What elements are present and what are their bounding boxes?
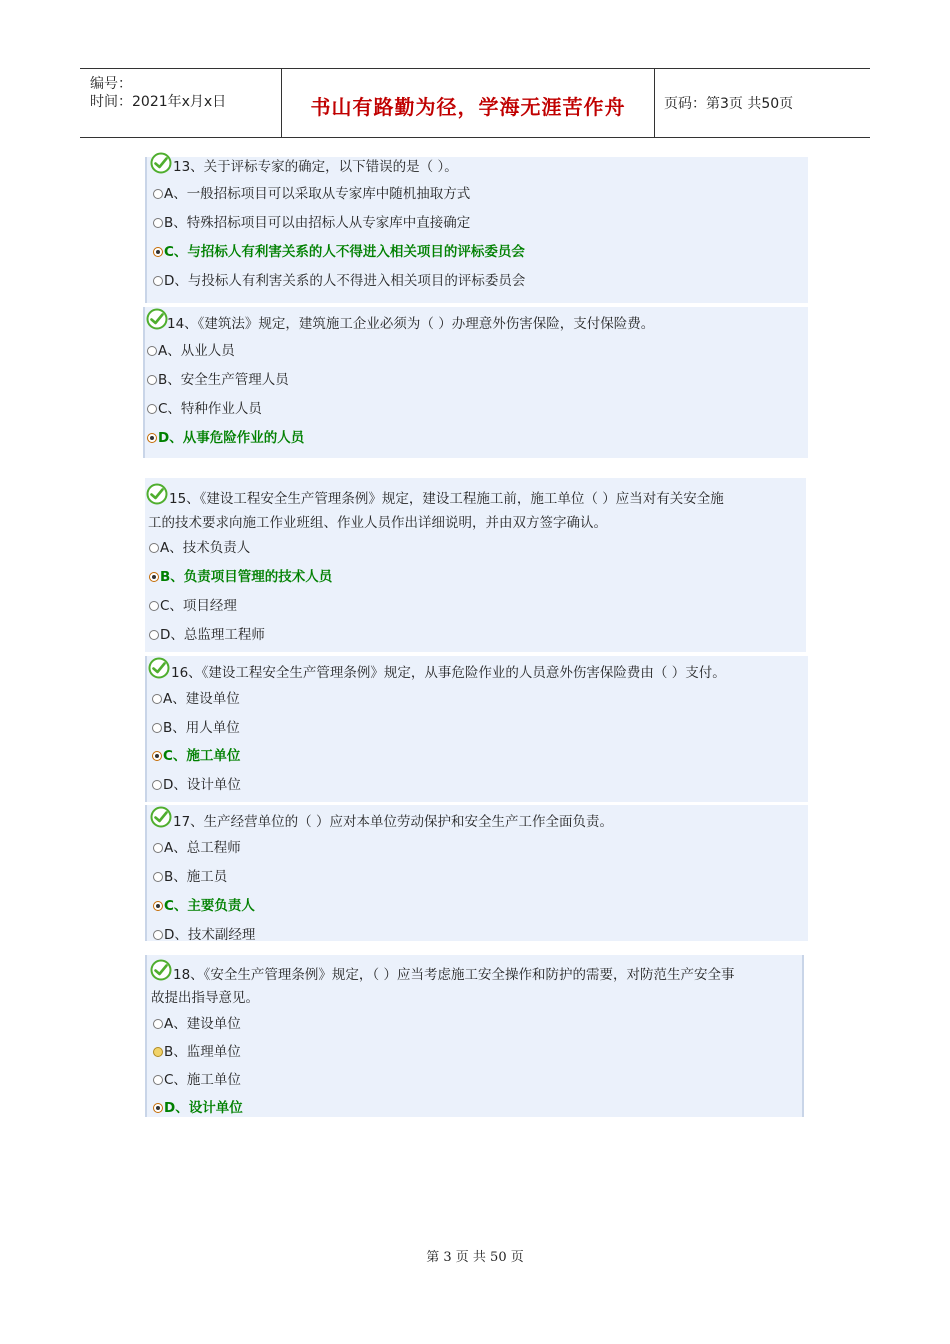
radio-icon[interactable]: [153, 843, 163, 853]
question-text-line-1: 15、《建设工程安全生产管理条例》规定，建设工程施工前，施工单位（ ）应当对有关安全施: [169, 491, 724, 507]
option-d[interactable]: D、总监理工程师: [149, 624, 265, 646]
radio-icon[interactable]: [153, 930, 163, 940]
question-text: 16、《建设工程安全生产管理条例》规定，从事危险作业的人员意外伤害保险费由（ ）支付。: [171, 665, 726, 681]
correct-check-icon: [150, 959, 172, 981]
correct-check-icon: [150, 152, 172, 174]
document-time-label: 时间：2021年x月x日: [90, 94, 227, 110]
radio-highlight-icon[interactable]: [153, 1047, 163, 1057]
option-b[interactable]: B、监理单位: [153, 1041, 241, 1063]
radio-selected-icon[interactable]: [147, 433, 157, 443]
radio-icon[interactable]: [153, 189, 163, 199]
question-text: 14、《建筑法》规定，建筑施工企业必须为（ ）办理意外伤害保险，支付保险费。: [167, 316, 655, 332]
header-page-info: 页码：第3页 共50页: [664, 96, 794, 112]
option-d[interactable]: D、技术副经理: [153, 924, 255, 941]
option-d[interactable]: D、与投标人有利害关系的人不得进入相关项目的评标委员会: [153, 270, 525, 292]
question-block-14: [143, 307, 808, 458]
radio-icon[interactable]: [153, 1075, 163, 1085]
option-d-correct[interactable]: D、从事危险作业的人员: [147, 427, 304, 449]
radio-icon[interactable]: [152, 723, 162, 733]
radio-selected-icon[interactable]: [153, 247, 163, 257]
correct-check-icon: [146, 483, 168, 505]
radio-selected-icon[interactable]: [153, 1103, 163, 1113]
radio-selected-icon[interactable]: [149, 572, 159, 582]
question-block-17: [145, 805, 808, 941]
option-c-correct[interactable]: C、与招标人有利害关系的人不得进入相关项目的评标委员会: [153, 241, 525, 263]
radio-selected-icon[interactable]: [152, 751, 162, 761]
option-a[interactable]: A、建设单位: [153, 1013, 241, 1035]
option-a[interactable]: A、建设单位: [152, 688, 240, 710]
question-text: 17、生产经营单位的（ ）应对本单位劳动保护和安全生产工作全面负责。: [173, 814, 613, 830]
option-c-correct[interactable]: C、主要负责人: [153, 895, 255, 917]
question-text: 13、关于评标专家的确定，以下错误的是（ ）。: [173, 159, 458, 175]
question-text-line-2: 故提出指导意见。: [151, 990, 259, 1006]
option-c[interactable]: C、项目经理: [149, 595, 237, 617]
option-d-correct[interactable]: D、设计单位: [153, 1097, 243, 1119]
radio-icon[interactable]: [152, 694, 162, 704]
document-number-label: 编号：: [90, 76, 132, 92]
radio-icon[interactable]: [147, 404, 157, 414]
question-block-15: [145, 478, 806, 652]
radio-icon[interactable]: [153, 218, 163, 228]
page-footer: 第 3 页 共 50 页: [426, 1250, 524, 1265]
header-page-cell: [654, 69, 870, 137]
question-block-18: [145, 955, 804, 1117]
radio-icon[interactable]: [149, 630, 159, 640]
radio-icon[interactable]: [153, 872, 163, 882]
option-a[interactable]: A、从业人员: [147, 340, 235, 362]
question-block-16: [145, 656, 808, 802]
correct-check-icon: [150, 806, 172, 828]
radio-icon[interactable]: [147, 375, 157, 385]
option-a[interactable]: A、总工程师: [153, 837, 241, 859]
option-b[interactable]: B、安全生产管理人员: [147, 369, 289, 391]
radio-icon[interactable]: [153, 1019, 163, 1029]
header-meta-cell: [80, 69, 280, 137]
option-c-correct[interactable]: C、施工单位: [152, 745, 240, 767]
correct-check-icon: [146, 308, 168, 330]
option-c[interactable]: C、施工单位: [153, 1069, 241, 1091]
radio-icon[interactable]: [149, 543, 159, 553]
option-b[interactable]: B、施工员: [153, 866, 227, 888]
option-a[interactable]: A、一般招标项目可以采取从专家库中随机抽取方式: [153, 183, 470, 205]
correct-check-icon: [148, 657, 170, 679]
question-block-13: [145, 157, 808, 303]
option-b[interactable]: B、用人单位: [152, 717, 240, 739]
header-motto-cell: [281, 69, 655, 137]
question-text-line-2: 工的技术要求向施工作业班组、作业人员作出详细说明，并由双方签字确认。: [148, 515, 607, 531]
radio-icon[interactable]: [147, 346, 157, 356]
radio-icon[interactable]: [149, 601, 159, 611]
option-b[interactable]: B、特殊招标项目可以由招标人从专家库中直接确定: [153, 212, 470, 234]
option-a[interactable]: A、技术负责人: [149, 537, 250, 559]
option-c[interactable]: C、特种作业人员: [147, 398, 262, 420]
radio-icon[interactable]: [152, 780, 162, 790]
question-text-line-1: 18、《安全生产管理条例》规定，（ ）应当考虑施工安全操作和防护的需要，对防范生产安全事: [173, 967, 735, 983]
page-header: [80, 68, 870, 138]
radio-icon[interactable]: [153, 276, 163, 286]
header-motto: 书山有路勤为径，学海无涯苦作舟: [310, 95, 626, 119]
option-b-correct[interactable]: B、负责项目管理的技术人员: [149, 566, 332, 588]
option-d[interactable]: D、设计单位: [152, 774, 241, 796]
radio-selected-icon[interactable]: [153, 901, 163, 911]
